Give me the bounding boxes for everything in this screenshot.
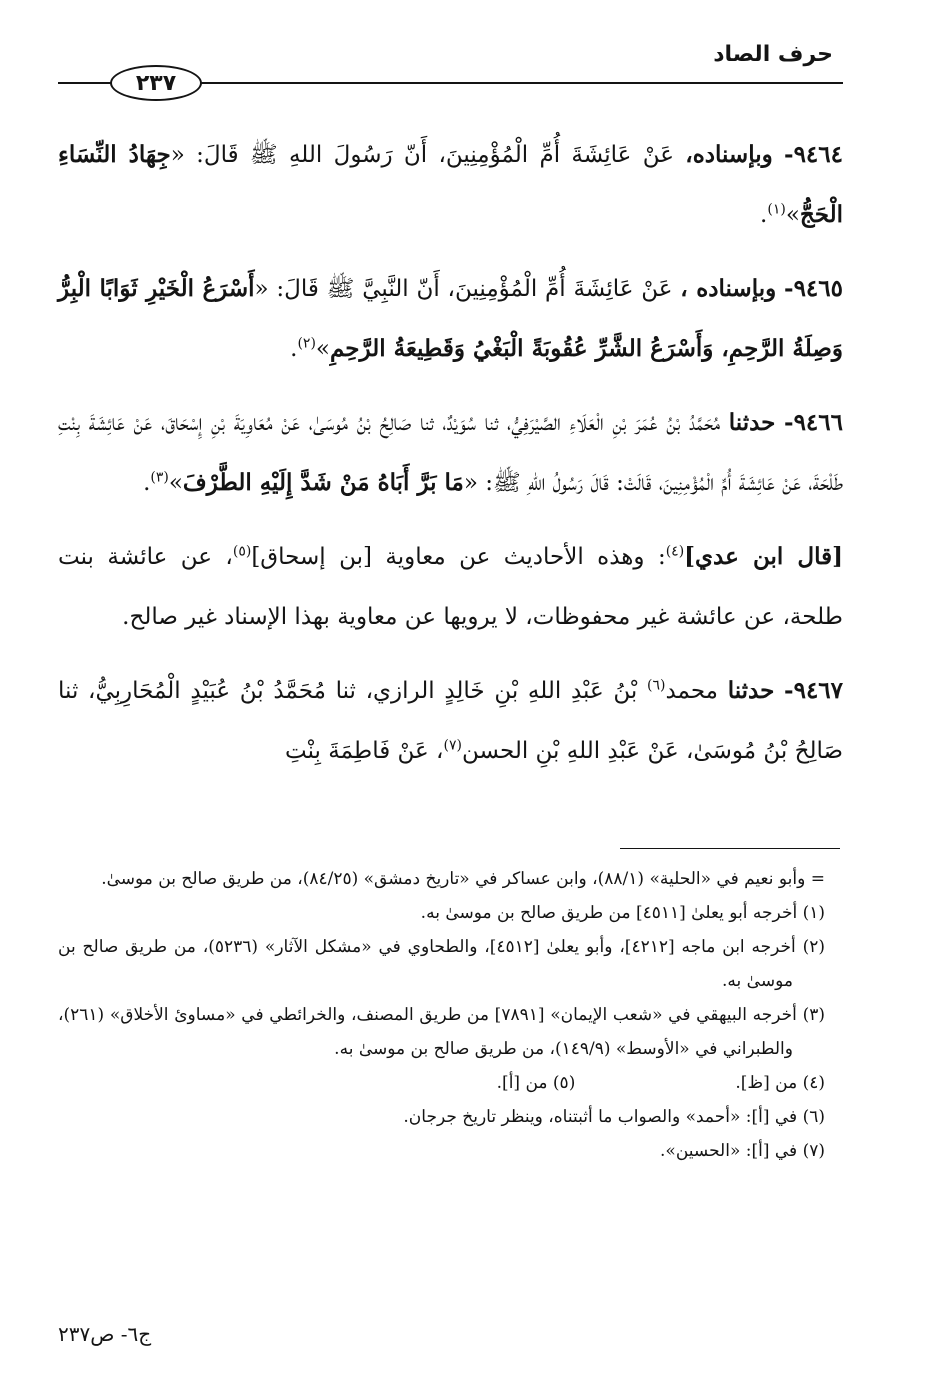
hadith-matn: مَا بَرَّ أَبَاهُ مَنْ شَدَّ إِلَيْهِ الطَّرْفَ (182, 469, 464, 496)
footnote-3: (٣) أخرجه البيهقي في «شعب الإيمان» [٧٨٩١] من طريق المصنف، والخرائطي في «مساوئ الأخلاق» (٢٦١)، والطبراني في «الأوسط» (١٤٩/٩)، من طريق صالح بن موسىٰ به. (58, 1005, 825, 1059)
footnote-ref: (٥) (232, 543, 252, 560)
hadith-number: ٩٤٦٦- (784, 409, 843, 436)
period: . (143, 470, 151, 496)
hadith-9466 (58, 393, 843, 513)
hadith-9464 (58, 125, 843, 245)
footnote-ref: (٧) (443, 737, 462, 754)
footnote-separator (620, 848, 840, 849)
isnad-keyword: حدثنا (728, 409, 776, 436)
isnad-keyword: حدثنا (727, 677, 775, 704)
hadith-matn: جِهَادُ النِّسَاءِ الْحَجُّ (58, 141, 843, 228)
footnote-ref: (٢) (297, 335, 316, 352)
comment-text: : وهذه الأحاديث عن معاوية [بن إسحاق] (251, 544, 666, 570)
hadith-text: عَنْ عَائِشَةَ أُمِّ الْمُؤْمِنِينَ، أَنّ النَّبِيَّ ﷺ قَالَ: « (254, 276, 673, 302)
hadith-number: ٩٤٦٤- (784, 141, 843, 168)
page-number-badge: ٢٣٧ (110, 65, 202, 101)
quote-close: » (785, 202, 800, 228)
quote-close: » (315, 336, 330, 362)
hadith-9465 (58, 259, 843, 379)
footnote-5: (٥) من [أ]. (496, 1073, 576, 1093)
hadith-text: محمد (665, 678, 718, 704)
footnote-4: (٤) من [ظ]. (735, 1073, 825, 1093)
footnote-ref: (٤) (665, 543, 685, 560)
footnote-row-4-5 (58, 1066, 825, 1100)
footnote-ref: (٣) (150, 469, 169, 486)
editor-comment (58, 527, 843, 647)
hadith-number: ٩٤٦٧- (784, 677, 844, 704)
footnote-2: (٢) أخرجه ابن ماجه [٤٢١٢]، وأبو يعلىٰ [٤٥١٢]، والطحاوي في «مشكل الآثار» (٥٢٣٦)، من طريق صالح بن موسىٰ به. (58, 937, 826, 991)
running-title: حرف الصاد (713, 42, 833, 67)
comment-attribution: [قال ابن عدي] (684, 543, 844, 570)
hadith-text: بْنُ عَبْدِ اللهِ بْنِ خَالِدٍ الرازي، ثنا مُحَمَّدُ بْنُ عُبَيْدٍ الْمُحَارِبِيُّ، ثنا صَالِحُ بْنُ مُوسَىٰ، عَنْ عَبْدِ اللهِ بْنِ الحسن (58, 678, 843, 764)
quote-close: » (168, 470, 183, 496)
footnote-6: (٦) في [أ]: «أحمد» والصواب ما أثبتناه، وينظر تاريخ جرجان. (403, 1107, 825, 1127)
hadith-number: ٩٤٦٥- (784, 275, 843, 302)
hadith-text: مُحَمَّدُ بْنُ عُمَرَ بْنِ الْعَلَاءِ الصَّيْرَفِيُّ، ثنا سُوَيْدٌ، ثنا صَالِحُ بْنُ مُوسَىٰ، عَنْ مُعَاوِيَةَ بْنِ إِسْحَاقَ، عَنْ عَائِشَةَ بِنْتِ طَلْحَةَ، عَنْ عَائِشَةَ أُمِّ الْمُؤْمِنِينَ، قَالَتْ: قَالَ رَسُولُ اللهِ ﷺ: « (58, 410, 843, 496)
volume-page-reference: ج٦- ص٢٣٧ (58, 1322, 152, 1346)
period: . (760, 202, 768, 228)
hadith-text: عَنْ عَائِشَةَ أُمِّ الْمُؤْمِنِينَ، أَنّ رَسُولَ اللهِ ﷺ قَالَ: « (170, 142, 674, 168)
hadith-matn: أَسْرَعُ الْخَيْرِ ثَوَابًا الْبِرُّ وَصِلَةُ الرَّحِمِ، وَأَسْرَعُ الشَّرِّ عُقُوبَةً الْبَغْيُ وَقَطِيعَةُ الرَّحِمِ (58, 275, 843, 362)
main-text (58, 125, 843, 795)
comment-text: ، عن عائشة بنت طلحة، عن عائشة غير محفوظات، لا يرويها عن معاوية بهذا الإسناد غير صالح. (58, 544, 843, 630)
isnad-keyword: وبإسناده ، (680, 275, 777, 302)
footnote-7: (٧) في [أ]: «الحسين». (660, 1141, 825, 1161)
footnote-1: (١) أخرجه أبو يعلىٰ [٤٥١١] من طريق صالح بن موسىٰ به. (420, 903, 825, 923)
footnote-ref: (١) (767, 201, 786, 218)
footnote-ref: (٦) (646, 677, 666, 694)
footnote-continuation: = وأبو نعيم في «الحلية» (٨٨/١)، وابن عساكر في «تاريخ دمشق» (٨٤/٢٥)، من طريق صالح بن موسىٰ. (101, 869, 825, 889)
hadith-9467 (58, 661, 843, 781)
period: . (290, 336, 298, 362)
hadith-text: ، عَنْ فَاطِمَةَ بِنْتِ (285, 738, 444, 764)
isnad-keyword: وبإسناده، (685, 141, 773, 168)
footnotes (58, 862, 825, 1168)
